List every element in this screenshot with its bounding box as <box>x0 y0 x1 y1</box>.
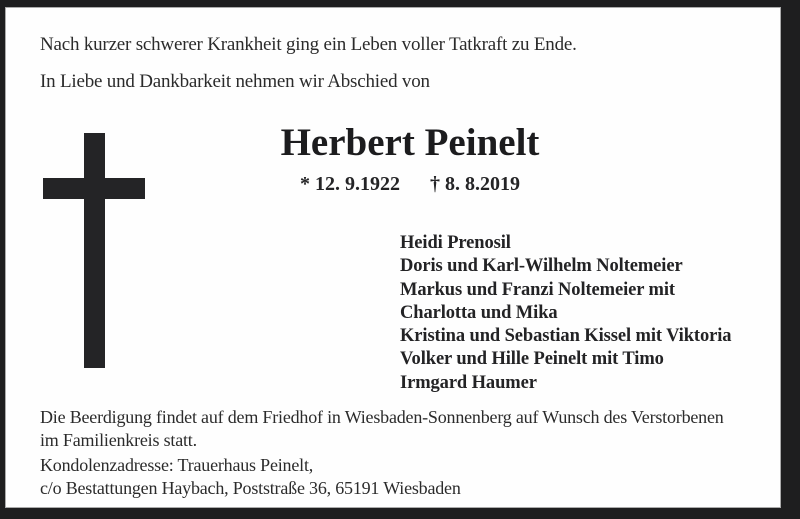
death-date: † 8. 8.2019 <box>430 172 520 195</box>
condolence-address <box>40 454 461 499</box>
mourner-line: Irmgard Haumer <box>400 372 537 393</box>
intro-line-1: Nach kurzer schwerer Krankheit ging ein Leben voller Tatkraft zu Ende. <box>40 34 577 55</box>
life-dates <box>160 173 660 196</box>
funeral-info-line: im Familienkreis statt. <box>40 429 197 450</box>
mourner-line: Doris und Karl-Wilhelm Noltemeier <box>400 256 683 277</box>
intro-line-2: In Liebe und Dankbarkeit nehmen wir Abschied von <box>40 71 430 92</box>
mourner-line: Markus und Franzi Noltemeier mit <box>400 279 675 300</box>
cross-icon <box>5 7 185 387</box>
funeral-info <box>40 406 724 451</box>
mourner-line: Volker und Hille Peinelt mit Timo <box>400 349 664 370</box>
mourner-line: Heidi Prenosil <box>400 233 511 253</box>
deceased-header <box>160 121 660 196</box>
mourner-line: Charlotta und Mika <box>400 302 558 323</box>
mourner-line: Kristina und Sebastian Kissel mit Viktoria <box>400 326 732 347</box>
condolence-line: c/o Bestattungen Haybach, Poststraße 36, 65191 Wiesbaden <box>40 477 461 498</box>
obituary-card <box>5 7 781 508</box>
birth-date: * 12. 9.1922 <box>300 172 400 195</box>
condolence-line: Kondolenzadresse: Trauerhaus Peinelt, <box>40 455 314 475</box>
deceased-name: Herbert Peinelt <box>280 121 540 164</box>
mourners-list <box>400 232 731 395</box>
cross-horizontal-bar <box>43 178 145 199</box>
funeral-info-line: Die Beerdigung findet auf dem Friedhof in Wiesbaden-Sonnenberg auf Wunsch des Verstorbenen <box>40 407 724 427</box>
cross-vertical-bar <box>84 133 105 368</box>
